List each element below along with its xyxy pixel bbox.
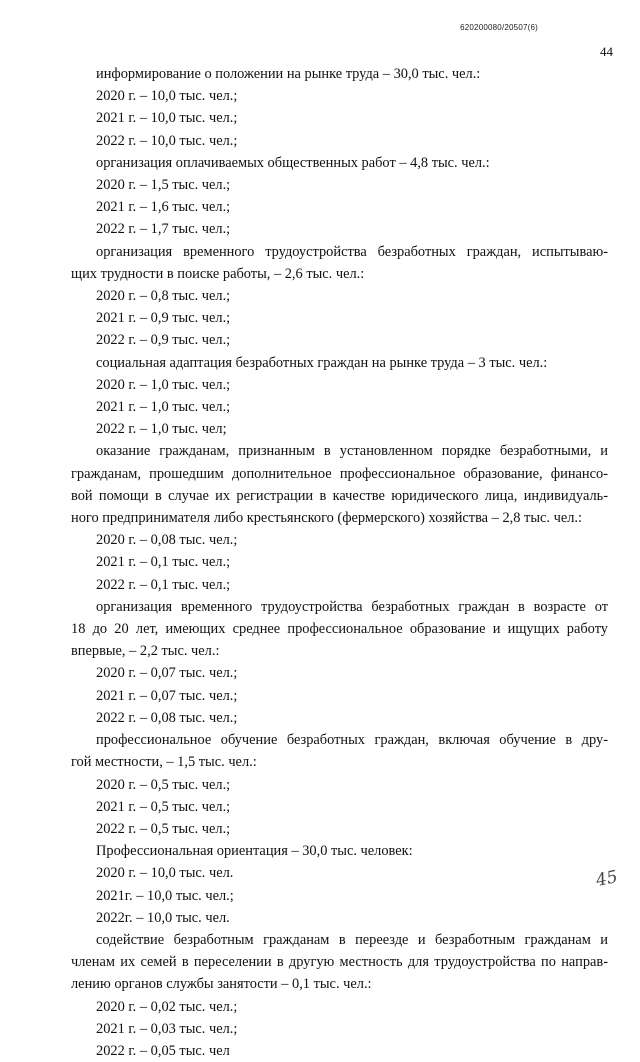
text-line: 2022 г. – 0,1 тыс. чел.; — [96, 576, 231, 593]
text-line: впервые, – 2,2 тыс. чел.: — [71, 643, 220, 660]
text-line: Профессиональная ориентация – 30,0 тыс. человек: — [96, 843, 413, 860]
text-line: 2022 г. – 1,7 тыс. чел.; — [96, 221, 231, 238]
text-line: 2020 г. – 0,07 тыс. чел.; — [96, 665, 238, 682]
text-line: 2022г. – 10,0 тыс. чел. — [96, 909, 230, 926]
text-line: 2022 г. – 0,5 тыс. чел.; — [96, 820, 231, 837]
text-line: 2021г. – 10,0 тыс. чел.; — [96, 887, 234, 904]
text-line: 2020 г. – 1,0 тыс. чел.; — [96, 376, 231, 393]
document-body — [71, 63, 608, 1062]
text-line: 2021 г. – 1,0 тыс. чел.; — [96, 399, 231, 416]
text-line: членам их семей в переселении в другую местность для трудоустройства по направ- — [71, 954, 608, 971]
text-line: 2021 г. – 0,1 тыс. чел.; — [96, 554, 231, 571]
text-line: 2021 г. – 0,9 тыс. чел.; — [96, 310, 231, 327]
text-line: 2021 г. – 10,0 тыс. чел.; — [96, 110, 238, 127]
text-line: 2021 г. – 0,5 тыс. чел.; — [96, 798, 231, 815]
text-line: социальная адаптация безработных граждан на рынке труда – 3 тыс. чел.: — [96, 354, 548, 371]
text-line: 2020 г. – 10,0 тыс. чел.; — [96, 88, 238, 105]
text-line: 2022 г. – 0,08 тыс. чел.; — [96, 709, 238, 726]
text-line: профессиональное обучение безработных граждан, включая обучение в дру- — [96, 732, 608, 749]
text-line: 2020 г. – 1,5 тыс. чел.; — [96, 177, 231, 194]
text-line: гражданам, прошедшим дополнительное профессиональное образование, финансо- — [71, 465, 608, 482]
text-line: 18 до 20 лет, имеющих среднее профессиональное образование и ищущих работу — [71, 621, 608, 638]
text-line: лению органов службы занятости – 0,1 тыс. чел.: — [71, 976, 372, 993]
text-line: оказание гражданам, признанным в установленном порядке безработными, и — [96, 443, 608, 460]
text-line: 2022 г. – 1,0 тыс. чел; — [96, 421, 227, 438]
text-line: 2020 г. – 0,08 тыс. чел.; — [96, 532, 238, 549]
handwritten-page-number: 45 — [594, 866, 620, 892]
text-line: организация временного трудоустройства безработных граждан, испытываю- — [96, 243, 608, 260]
text-line: содействие безработным гражданам в переезде и безработным гражданам и — [96, 931, 608, 948]
text-line: 2020 г. – 10,0 тыс. чел. — [96, 865, 234, 882]
text-line: 2022 г. – 0,05 тыс. чел — [96, 1042, 230, 1059]
document-code: 620200080/20507(6) — [460, 23, 538, 32]
text-line: 2020 г. – 0,5 тыс. чел.; — [96, 776, 231, 793]
text-line: ного предпринимателя либо крестьянского (фермерского) хозяйства – 2,8 тыс. чел.: — [71, 510, 582, 527]
text-line: 2022 г. – 0,9 тыс. чел.; — [96, 332, 231, 349]
text-line: гой местности, – 1,5 тыс. чел.: — [71, 754, 257, 771]
text-line: 2022 г. – 10,0 тыс. чел.; — [96, 132, 238, 149]
text-line: вой помощи в случае их регистрации в качестве юридического лица, индивидуаль- — [71, 487, 608, 504]
text-line: организация временного трудоустройства безработных граждан в возрасте от — [96, 598, 608, 615]
text-line: 2021 г. – 0,07 тыс. чел.; — [96, 687, 238, 704]
text-line: 2021 г. – 1,6 тыс. чел.; — [96, 199, 231, 216]
page-number: 44 — [600, 44, 613, 59]
text-line: 2020 г. – 0,02 тыс. чел.; — [96, 998, 238, 1015]
text-line: информирование о положении на рынке труда – 30,0 тыс. чел.: — [96, 66, 481, 82]
text-line: 2020 г. – 0,8 тыс. чел.; — [96, 288, 231, 305]
text-line: организация оплачиваемых общественных работ – 4,8 тыс. чел.: — [96, 154, 490, 171]
text-line: щих трудности в поиске работы, – 2,6 тыс. чел.: — [71, 265, 365, 282]
text-line: 2021 г. – 0,03 тыс. чел.; — [96, 1020, 238, 1037]
